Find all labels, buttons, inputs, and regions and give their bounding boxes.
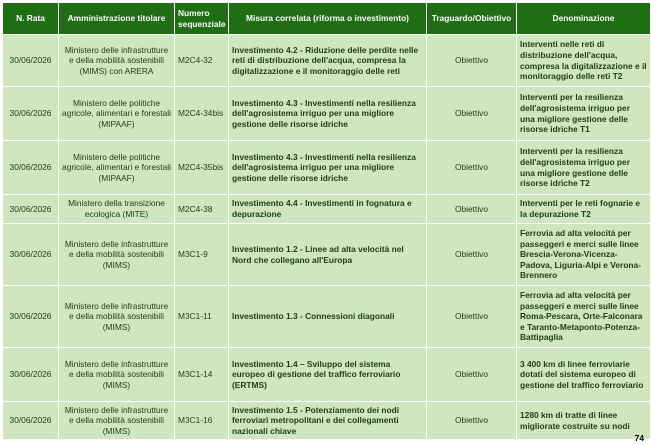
- cell-rata: 30/06/2026: [3, 402, 59, 440]
- cell-traguardo: Obiettivo: [427, 87, 517, 141]
- cell-numero: M2C4-34bis: [175, 87, 229, 141]
- cell-traguardo: Obiettivo: [427, 141, 517, 195]
- cell-rata: 30/06/2026: [3, 286, 59, 348]
- page-number: 74: [634, 433, 644, 443]
- cell-amministrazione: Ministero delle infrastrutture e della mobilità sostenibili (MIMS): [59, 224, 175, 286]
- cell-misura: Investimento 1.3 - Connessioni diagonali: [229, 286, 427, 348]
- cell-denominazione: Ferrovia ad alta velocità per passeggeri e merci sulle linee Brescia-Verona-Vicenza-Padova, Liguria-Alpi e Verona-Brennero: [517, 224, 651, 286]
- header-rata: N. Rata: [3, 3, 59, 35]
- measures-table: [2, 2, 651, 440]
- cell-numero: M3C1-16: [175, 402, 229, 440]
- cell-misura: Investimento 1.4 – Sviluppo del sistema europeo di gestione del traffico ferroviario (ERTMS): [229, 348, 427, 402]
- cell-denominazione: Interventi per le reti fognarie e la depurazione T2: [517, 195, 651, 224]
- cell-amministrazione: Ministero delle politiche agricole, alimentari e forestali (MIPAAF): [59, 141, 175, 195]
- cell-amministrazione: Ministero della transizione ecologica (MITE): [59, 195, 175, 224]
- cell-numero: M2C4-38: [175, 195, 229, 224]
- table-row: [3, 348, 651, 402]
- cell-denominazione: 3 400 km di linee ferroviarie dotati del sistema europeo di gestione del traffico ferroviario: [517, 348, 651, 402]
- cell-misura: Investimento 4.3 - Investimenti nella resilienza dell'agrosistema irriguo per una migliore gestione delle risorse idriche: [229, 87, 427, 141]
- header-numero: Numero sequenziale: [175, 3, 229, 35]
- header-denominazione: Denominazione: [517, 3, 651, 35]
- cell-amministrazione: Ministero delle infrastrutture e della mobilità sostenibili (MIMS): [59, 348, 175, 402]
- cell-denominazione: 1280 km di tratte di linee migliorate costruite su nodi: [517, 402, 651, 440]
- cell-misura: Investimento 4.4 - Investimenti in fognatura e depurazione: [229, 195, 427, 224]
- table-row: [3, 224, 651, 286]
- table-row: [3, 35, 651, 87]
- cell-amministrazione: Ministero delle politiche agricole, alimentari e forestali (MIPAAF): [59, 87, 175, 141]
- cell-rata: 30/06/2026: [3, 35, 59, 87]
- cell-denominazione: Interventi nelle reti di distribuzione dell'acqua, compresa la digitalizzazione e il monitoraggio delle reti T2: [517, 35, 651, 87]
- cell-misura: Investimento 4.2 - Riduzione delle perdite nelle reti di distribuzione dell'acqua, compresa la digitalizzazione e il monitoraggio delle reti: [229, 35, 427, 87]
- cell-rata: 30/06/2026: [3, 87, 59, 141]
- cell-amministrazione: Ministero delle infrastrutture e della mobilità sostenibili (MIMS): [59, 402, 175, 440]
- cell-denominazione: Ferrovia ad alta velocità per passeggeri e merci sulle linee Roma-Pescara, Orte-Falconara e Taranto-Metaponto-Potenza-Battipaglia: [517, 286, 651, 348]
- cell-numero: M2C4-32: [175, 35, 229, 87]
- cell-rata: 30/06/2026: [3, 224, 59, 286]
- cell-traguardo: Obiettivo: [427, 348, 517, 402]
- table-row: [3, 402, 651, 440]
- cell-amministrazione: Ministero delle infrastrutture e della mobilità sostenibili (MIMS): [59, 286, 175, 348]
- cell-amministrazione: Ministero delle infrastrutture e della mobilità sostenibili (MIMS) con ARERA: [59, 35, 175, 87]
- cell-traguardo: Obiettivo: [427, 224, 517, 286]
- cell-numero: M2C4-35bis: [175, 141, 229, 195]
- cell-traguardo: Obiettivo: [427, 35, 517, 87]
- cell-traguardo: Obiettivo: [427, 195, 517, 224]
- header-traguardo: Traguardo/Obiettivo: [427, 3, 517, 35]
- cell-numero: M3C1-14: [175, 348, 229, 402]
- table-row: [3, 87, 651, 141]
- cell-traguardo: Obiettivo: [427, 402, 517, 440]
- header-misura: Misura correlata (riforma o investimento): [229, 3, 427, 35]
- cell-numero: M3C1-11: [175, 286, 229, 348]
- table-header-row: [3, 3, 651, 35]
- cell-misura: Investimento 1.2 - Linee ad alta velocità nel Nord che collegano all'Europa: [229, 224, 427, 286]
- table-row: [3, 286, 651, 348]
- cell-misura: Investimento 1.5 - Potenziamento dei nodi ferroviari metropolitani e dei collegamenti nazionali chiave: [229, 402, 427, 440]
- cell-rata: 30/06/2026: [3, 141, 59, 195]
- cell-numero: M3C1-9: [175, 224, 229, 286]
- cell-misura: Investimento 4.3 - Investimenti nella resilienza dell'agrosistema irriguo per una migliore gestione delle risorse idriche: [229, 141, 427, 195]
- document-page: [2, 2, 650, 440]
- cell-rata: 30/06/2026: [3, 195, 59, 224]
- table-row: [3, 195, 651, 224]
- table-row: [3, 141, 651, 195]
- cell-rata: 30/06/2026: [3, 348, 59, 402]
- header-amministrazione: Amministrazione titolare: [59, 3, 175, 35]
- cell-denominazione: Interventi per la resilienza dell'agrosistema irriguo per una migliore gestione delle risorse idriche T1: [517, 87, 651, 141]
- cell-traguardo: Obiettivo: [427, 286, 517, 348]
- cell-denominazione: Interventi per la resilienza dell'agrosistema irriguo per una migliore gestione delle risorse idriche T2: [517, 141, 651, 195]
